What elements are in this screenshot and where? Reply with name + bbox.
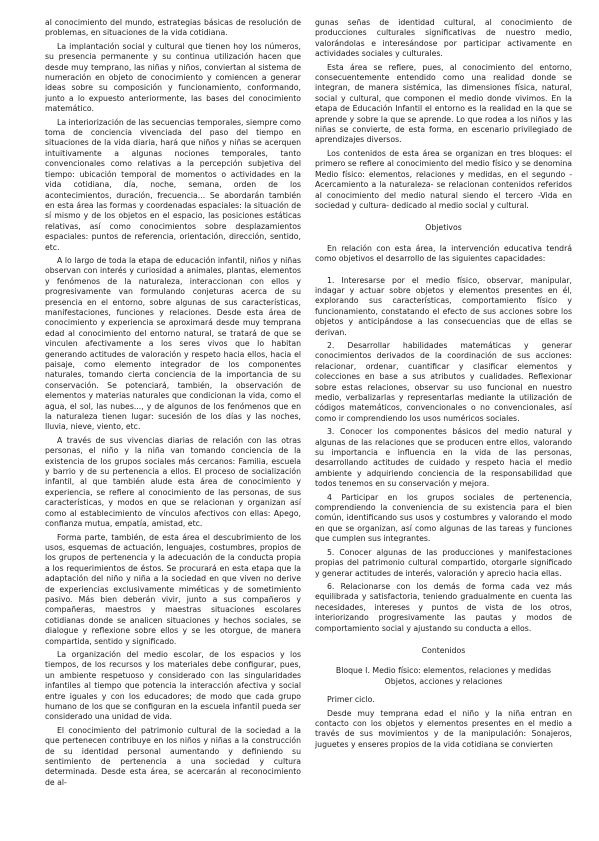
left-column	[45, 18, 301, 791]
objective-item: 4 Participar en los grupos sociales de pertenencia, comprendiendo la conveniencia de su existencia para el bien común, identificando sus usos y costumbres y valorando el modo en que se organizan, así como algunas de las tareas y funciones que cumplen sus integrantes.	[315, 492, 572, 544]
body-paragraph: La implantación social y cultural que tienen hoy los números, su presencia permanente y su continua utilización hacen que desde muy temprano, las niñas y niños, conviertan al sistema de numeración en objeto de conocimiento y comiencen a generar ideas sobre su composición y funcionamiento, conformando, junto a lo expuesto anteriormente, las bases del conocimiento matemático.	[45, 41, 301, 114]
objective-item: 2. Desarrollar habilidades matemáticas y generar conocimientos derivados de la coordinación de sus acciones: relacionar, ordenar, cuantificar y clasificar elementos y colecciones en base a sus atributos y cualidades. Reflexionar sobre estas relaciones, observar su uso funcional en nuestro medio, verbalizarlas y representarlas mediante la utilización de códigos matemáticos, convencionales o no convencionales, así como ir comprendiendo los usos numéricos sociales.	[315, 340, 572, 423]
objective-item: 6. Relacionarse con los demás de forma cada vez más equilibrada y satisfactoria, teniendo gradualmente en cuenta las necesidades, intereses y puntos de vista de los otros, interiorizando progresivamente las pautas y modos de comportamiento social y ajustando su conducta a ellos.	[315, 581, 572, 633]
objective-item: 1. Interesarse por el medio físico, observar, manipular, indagar y actuar sobre objetos y elementos presentes en él, explorando sus características, comportamiento físico y funcionamiento, constatando el efecto de sus acciones sobre los objetos y anticipándose a las consecuencias que de ellas se derivan.	[315, 275, 572, 337]
body-paragraph: La interiorización de las secuencias temporales, siempre como toma de conciencia vivenciada del paso del tiempo en situaciones de la vida diaria, hará que niños y niñas se acerquen intuitivamente a algunas nociones temporales, tanto convencionales como relativas a la percepción subjetiva del tiempo: ubicación temporal de momentos o actividades en la vida cotidiana, día, noche, semana, orden de los acontecimientos, duración, frecuencia... Se abordarán también en esta área las formas y coordenadas espaciales: la situación de sí mismo y de los objetos en el espacio, las posiciones estáticas relativas, así como conocimientos sobre desplazamientos espaciales: puntos de referencia, orientación, dirección, sentido, etc.	[45, 117, 301, 252]
ciclo-label: Primer ciclo.	[327, 695, 375, 705]
body-paragraph: Los contenidos de esta área se organizan en tres bloques: el primero se refiere al conocimiento del medio físico y se denomina Medio físico: elementos, relaciones y medidas, en el segundo -Acercamiento a la naturaleza- se relacionan contenidos referidos al conocimiento del medio natural siendo el tercero -Vida en sociedad y cultura- dedicado al medio social y cultural.	[315, 148, 572, 210]
objective-item: 3. Conocer los componentes básicos del medio natural y algunas de las relaciones que se producen entre ellos, valorando su importancia e influencia en la vida de las personas, desarrollando actitudes de cuidado y respeto hacia el medio ambiente y adquiriendo conciencia de la responsabilidad que todos tenemos en su conservación y mejora.	[315, 427, 572, 489]
bloque-subtitle: Objetos, acciones y relaciones	[384, 676, 503, 686]
right-column	[315, 18, 572, 753]
section-heading-contenidos: Contenidos	[421, 645, 466, 655]
objective-item: 5. Conocer algunas de las producciones y manifestaciones propias del patrimonio cultural compartido, otorgarle significado y generar actitudes de interés, valoración y aprecio hacia ellas.	[315, 547, 572, 578]
body-paragraph: La organización del medio escolar, de los espacios y los tiempos, de los recursos y los materiales debe configurar, pues, un ambiente respetuoso y considerado con las singularidades infantiles al tiempo que potencia la interacción afectiva y social entre iguales y con los educadores; de modo que cada grupo humano de los que se configuran en la escuela infantil pueda ser considerado una unidad de vida.	[45, 649, 301, 722]
section-heading-objetivos: Objetivos	[425, 223, 462, 233]
body-paragraph: al conocimiento del mundo, estrategias básicas de resolución de problemas, en situaciones de la vida cotidiana.	[45, 18, 301, 38]
body-paragraph: Forma parte, también, de esta área el descubrimiento de los usos, esquemas de actuación, lenguajes, costumbres, propios de los grupos de pertenencia y la adecuación de la conducta propia a los requerimientos de éstos. Se procurará en esta etapa que la adaptación del niño y niña a la sociedad en que viven no derive de experiencias exclusivamente miméticas y de sometimiento pasivo. Más bien deberán vivir, junto a sus compañeros y compañeras, maestros y maestras situaciones escolares cotidianas donde se analicen situaciones y hechos sociales, se dialogue y reflexione sobre ellos y se les otorgue, de manera compartida, sentido y significado.	[45, 532, 301, 646]
body-paragraph: Esta área se refiere, pues, al conocimiento del entorno, consecuentemente entendido como una realidad donde se integran, de manera sistémica, las dimensiones física, natural, social y cultural, que componen el medio donde vivimos. En la etapa de Educación Infantil el entorno es la realidad en la que se aprende y sobre la que se aprende. Lo que rodea a los niños y las niñas se convierte, de esta forma, en escenario privilegiado de aprendizajes diversos.	[315, 62, 572, 145]
body-paragraph: A lo largo de toda la etapa de educación infantil, niños y niñas observan con interés y curiosidad a animales, plantas, elementos y fenómenos de la naturaleza, interaccionan con ellos y progresivamente van formulando conjeturas acerca de su presencia en el entorno, sobre algunas de sus características, manifestaciones, funciones y relaciones. Desde esta área de conocimiento y experiencia se aproximará desde muy temprana edad al conocimiento del entorno natural, se tratará de que se vinculen afectivamente a los seres vivos que lo habitan generando actitudes de valoración y respeto hacia ellos, hacia el paisaje, como elemento integrador de los componentes naturales, tomando cierta conciencia de la importancia de su conservación. Se potenciará, también, la observación de elementos y materias naturales que condicionan la vida, como el agua, el sol, las nubes..., y de algunos de los fenómenos que en la naturaleza tienen lugar: sucesión de los días y las noches, lluvia, nieve, viento, etc.	[45, 255, 301, 432]
body-paragraph: Desde muy temprana edad el niño y la niña entran en contacto con los objetos y elementos presentes en el medio a través de sus movimientos y de la manipulación: Sonajeros, juguetes y enseres propios de la vida cotidiana se convierten	[315, 708, 572, 749]
body-paragraph: El conocimiento del patrimonio cultural de la sociedad a la que pertenecen contribuye en los niños y niñas a la construcción de su identidad personal aumentando y definiendo su sentimiento de pertenencia a una sociedad y cultura determinada. Desde esta área, se acercarán al reconocimiento de al-	[45, 725, 301, 787]
body-paragraph: gunas señas de identidad cultural, al conocimiento de producciones culturales significativas de nuestro medio, valorándolas e interesándose por participar activamente en actividades sociales y culturales.	[315, 18, 572, 59]
body-paragraph: A través de sus vivencias diarias de relación con las otras personas, el niño y la niña van tomando conciencia de la existencia de los grupos sociales más cercanos: Familia, escuela y barrio y de su pertenencia a ellos. El proceso de socialización infantil, al que también alude esta área de conocimiento y experiencia, se refiere al conocimiento de las personas, de sus características, y modos en que se relacionan y organizan así como al establecimiento de vínculos afectivos con ellas: Apego, confianza mutua, empatía, amistad, etc.	[45, 435, 301, 529]
spacer	[315, 268, 572, 276]
objetivos-intro: En relación con esta área, la intervención educativa tendrá como objetivos el desarrollo de las siguientes capacidades:	[315, 243, 572, 264]
bloque-title: Bloque I. Medio físico: elementos, relaciones y medidas	[335, 666, 552, 676]
